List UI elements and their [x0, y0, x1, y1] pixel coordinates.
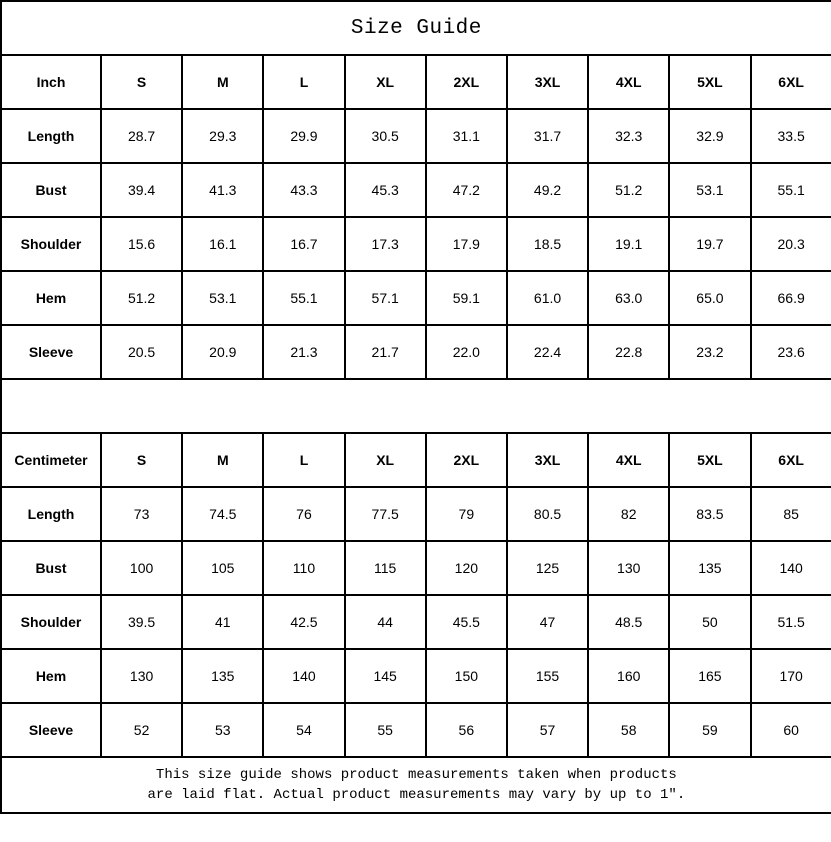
unit-header-row	[1, 433, 831, 487]
value-cell: 130	[588, 541, 669, 595]
measurement-row	[1, 595, 831, 649]
size-header-cell: XL	[345, 433, 426, 487]
value-cell: 32.9	[669, 109, 750, 163]
value-cell: 33.5	[751, 109, 831, 163]
value-cell: 23.6	[751, 325, 831, 379]
value-cell: 63.0	[588, 271, 669, 325]
value-cell: 47.2	[426, 163, 507, 217]
value-cell: 80.5	[507, 487, 588, 541]
value-cell: 145	[345, 649, 426, 703]
value-cell: 51.2	[101, 271, 182, 325]
value-cell: 22.4	[507, 325, 588, 379]
measurement-row	[1, 487, 831, 541]
size-header-cell: 4XL	[588, 433, 669, 487]
value-cell: 28.7	[101, 109, 182, 163]
measurement-row	[1, 271, 831, 325]
value-cell: 21.3	[263, 325, 344, 379]
value-cell: 50	[669, 595, 750, 649]
value-cell: 53.1	[182, 271, 263, 325]
unit-header-row	[1, 55, 831, 109]
footer-line-1: This size guide shows product measurements taken when products	[155, 767, 677, 783]
value-cell: 29.3	[182, 109, 263, 163]
inch-section	[1, 55, 831, 379]
value-cell: 65.0	[669, 271, 750, 325]
value-cell: 66.9	[751, 271, 831, 325]
title-row	[1, 1, 831, 55]
value-cell: 55.1	[751, 163, 831, 217]
value-cell: 51.2	[588, 163, 669, 217]
value-cell: 30.5	[345, 109, 426, 163]
value-cell: 53.1	[669, 163, 750, 217]
size-header-cell: 2XL	[426, 55, 507, 109]
row-label-cell: Length	[1, 487, 101, 541]
spacer-section	[1, 379, 831, 433]
value-cell: 20.3	[751, 217, 831, 271]
value-cell: 57.1	[345, 271, 426, 325]
measurement-row	[1, 541, 831, 595]
value-cell: 52	[101, 703, 182, 757]
value-cell: 31.1	[426, 109, 507, 163]
size-header-cell: 5XL	[669, 55, 750, 109]
row-label-cell: Length	[1, 109, 101, 163]
value-cell: 83.5	[669, 487, 750, 541]
value-cell: 23.2	[669, 325, 750, 379]
value-cell: 44	[345, 595, 426, 649]
footer-line-2: are laid flat. Actual product measurements may vary by up to 1″.	[147, 787, 686, 803]
measurement-row	[1, 163, 831, 217]
measurement-row	[1, 649, 831, 703]
value-cell: 16.1	[182, 217, 263, 271]
value-cell: 45.3	[345, 163, 426, 217]
value-cell: 140	[751, 541, 831, 595]
value-cell: 39.5	[101, 595, 182, 649]
measurement-row	[1, 109, 831, 163]
value-cell: 59.1	[426, 271, 507, 325]
size-header-cell: 3XL	[507, 55, 588, 109]
value-cell: 110	[263, 541, 344, 595]
size-header-cell: XL	[345, 55, 426, 109]
value-cell: 130	[101, 649, 182, 703]
row-label-cell: Bust	[1, 541, 101, 595]
value-cell: 160	[588, 649, 669, 703]
size-header-cell: 2XL	[426, 433, 507, 487]
value-cell: 21.7	[345, 325, 426, 379]
unit-label-cell: Inch	[1, 55, 101, 109]
value-cell: 125	[507, 541, 588, 595]
value-cell: 170	[751, 649, 831, 703]
measurement-row	[1, 217, 831, 271]
value-cell: 76	[263, 487, 344, 541]
value-cell: 39.4	[101, 163, 182, 217]
size-header-cell: S	[101, 433, 182, 487]
size-header-cell: M	[182, 433, 263, 487]
size-header-cell: 6XL	[751, 55, 831, 109]
value-cell: 135	[669, 541, 750, 595]
value-cell: 47	[507, 595, 588, 649]
value-cell: 19.1	[588, 217, 669, 271]
value-cell: 85	[751, 487, 831, 541]
measurement-row	[1, 703, 831, 757]
value-cell: 20.9	[182, 325, 263, 379]
value-cell: 100	[101, 541, 182, 595]
value-cell: 22.8	[588, 325, 669, 379]
row-label-cell: Hem	[1, 649, 101, 703]
value-cell: 55	[345, 703, 426, 757]
value-cell: 73	[101, 487, 182, 541]
value-cell: 41	[182, 595, 263, 649]
value-cell: 60	[751, 703, 831, 757]
unit-label-cell: Centimeter	[1, 433, 101, 487]
row-label-cell: Shoulder	[1, 595, 101, 649]
size-header-cell: S	[101, 55, 182, 109]
row-label-cell: Sleeve	[1, 703, 101, 757]
value-cell: 82	[588, 487, 669, 541]
value-cell: 150	[426, 649, 507, 703]
value-cell: 17.3	[345, 217, 426, 271]
size-header-cell: L	[263, 55, 344, 109]
value-cell: 120	[426, 541, 507, 595]
value-cell: 49.2	[507, 163, 588, 217]
value-cell: 140	[263, 649, 344, 703]
value-cell: 18.5	[507, 217, 588, 271]
size-header-cell: 4XL	[588, 55, 669, 109]
value-cell: 15.6	[101, 217, 182, 271]
centimeter-section	[1, 433, 831, 757]
value-cell: 53	[182, 703, 263, 757]
value-cell: 77.5	[345, 487, 426, 541]
value-cell: 74.5	[182, 487, 263, 541]
value-cell: 155	[507, 649, 588, 703]
row-label-cell: Sleeve	[1, 325, 101, 379]
size-header-cell: 6XL	[751, 433, 831, 487]
value-cell: 59	[669, 703, 750, 757]
value-cell: 22.0	[426, 325, 507, 379]
value-cell: 43.3	[263, 163, 344, 217]
value-cell: 105	[182, 541, 263, 595]
row-label-cell: Bust	[1, 163, 101, 217]
value-cell: 54	[263, 703, 344, 757]
value-cell: 58	[588, 703, 669, 757]
value-cell: 17.9	[426, 217, 507, 271]
value-cell: 57	[507, 703, 588, 757]
footer-note	[1, 757, 831, 813]
size-header-cell: L	[263, 433, 344, 487]
value-cell: 42.5	[263, 595, 344, 649]
measurement-row	[1, 325, 831, 379]
value-cell: 20.5	[101, 325, 182, 379]
value-cell: 16.7	[263, 217, 344, 271]
spacer-row	[1, 379, 831, 433]
page-title: Size Guide	[1, 1, 831, 55]
table-spacer	[1, 379, 831, 433]
value-cell: 51.5	[751, 595, 831, 649]
value-cell: 55.1	[263, 271, 344, 325]
value-cell: 41.3	[182, 163, 263, 217]
value-cell: 135	[182, 649, 263, 703]
value-cell: 29.9	[263, 109, 344, 163]
size-header-cell: M	[182, 55, 263, 109]
row-label-cell: Hem	[1, 271, 101, 325]
size-header-cell: 5XL	[669, 433, 750, 487]
value-cell: 32.3	[588, 109, 669, 163]
value-cell: 19.7	[669, 217, 750, 271]
value-cell: 165	[669, 649, 750, 703]
value-cell: 48.5	[588, 595, 669, 649]
value-cell: 79	[426, 487, 507, 541]
value-cell: 56	[426, 703, 507, 757]
value-cell: 31.7	[507, 109, 588, 163]
row-label-cell: Shoulder	[1, 217, 101, 271]
footer-section	[1, 757, 831, 813]
footer-row	[1, 757, 831, 813]
value-cell: 115	[345, 541, 426, 595]
title-section	[1, 1, 831, 55]
size-header-cell: 3XL	[507, 433, 588, 487]
value-cell: 61.0	[507, 271, 588, 325]
value-cell: 45.5	[426, 595, 507, 649]
